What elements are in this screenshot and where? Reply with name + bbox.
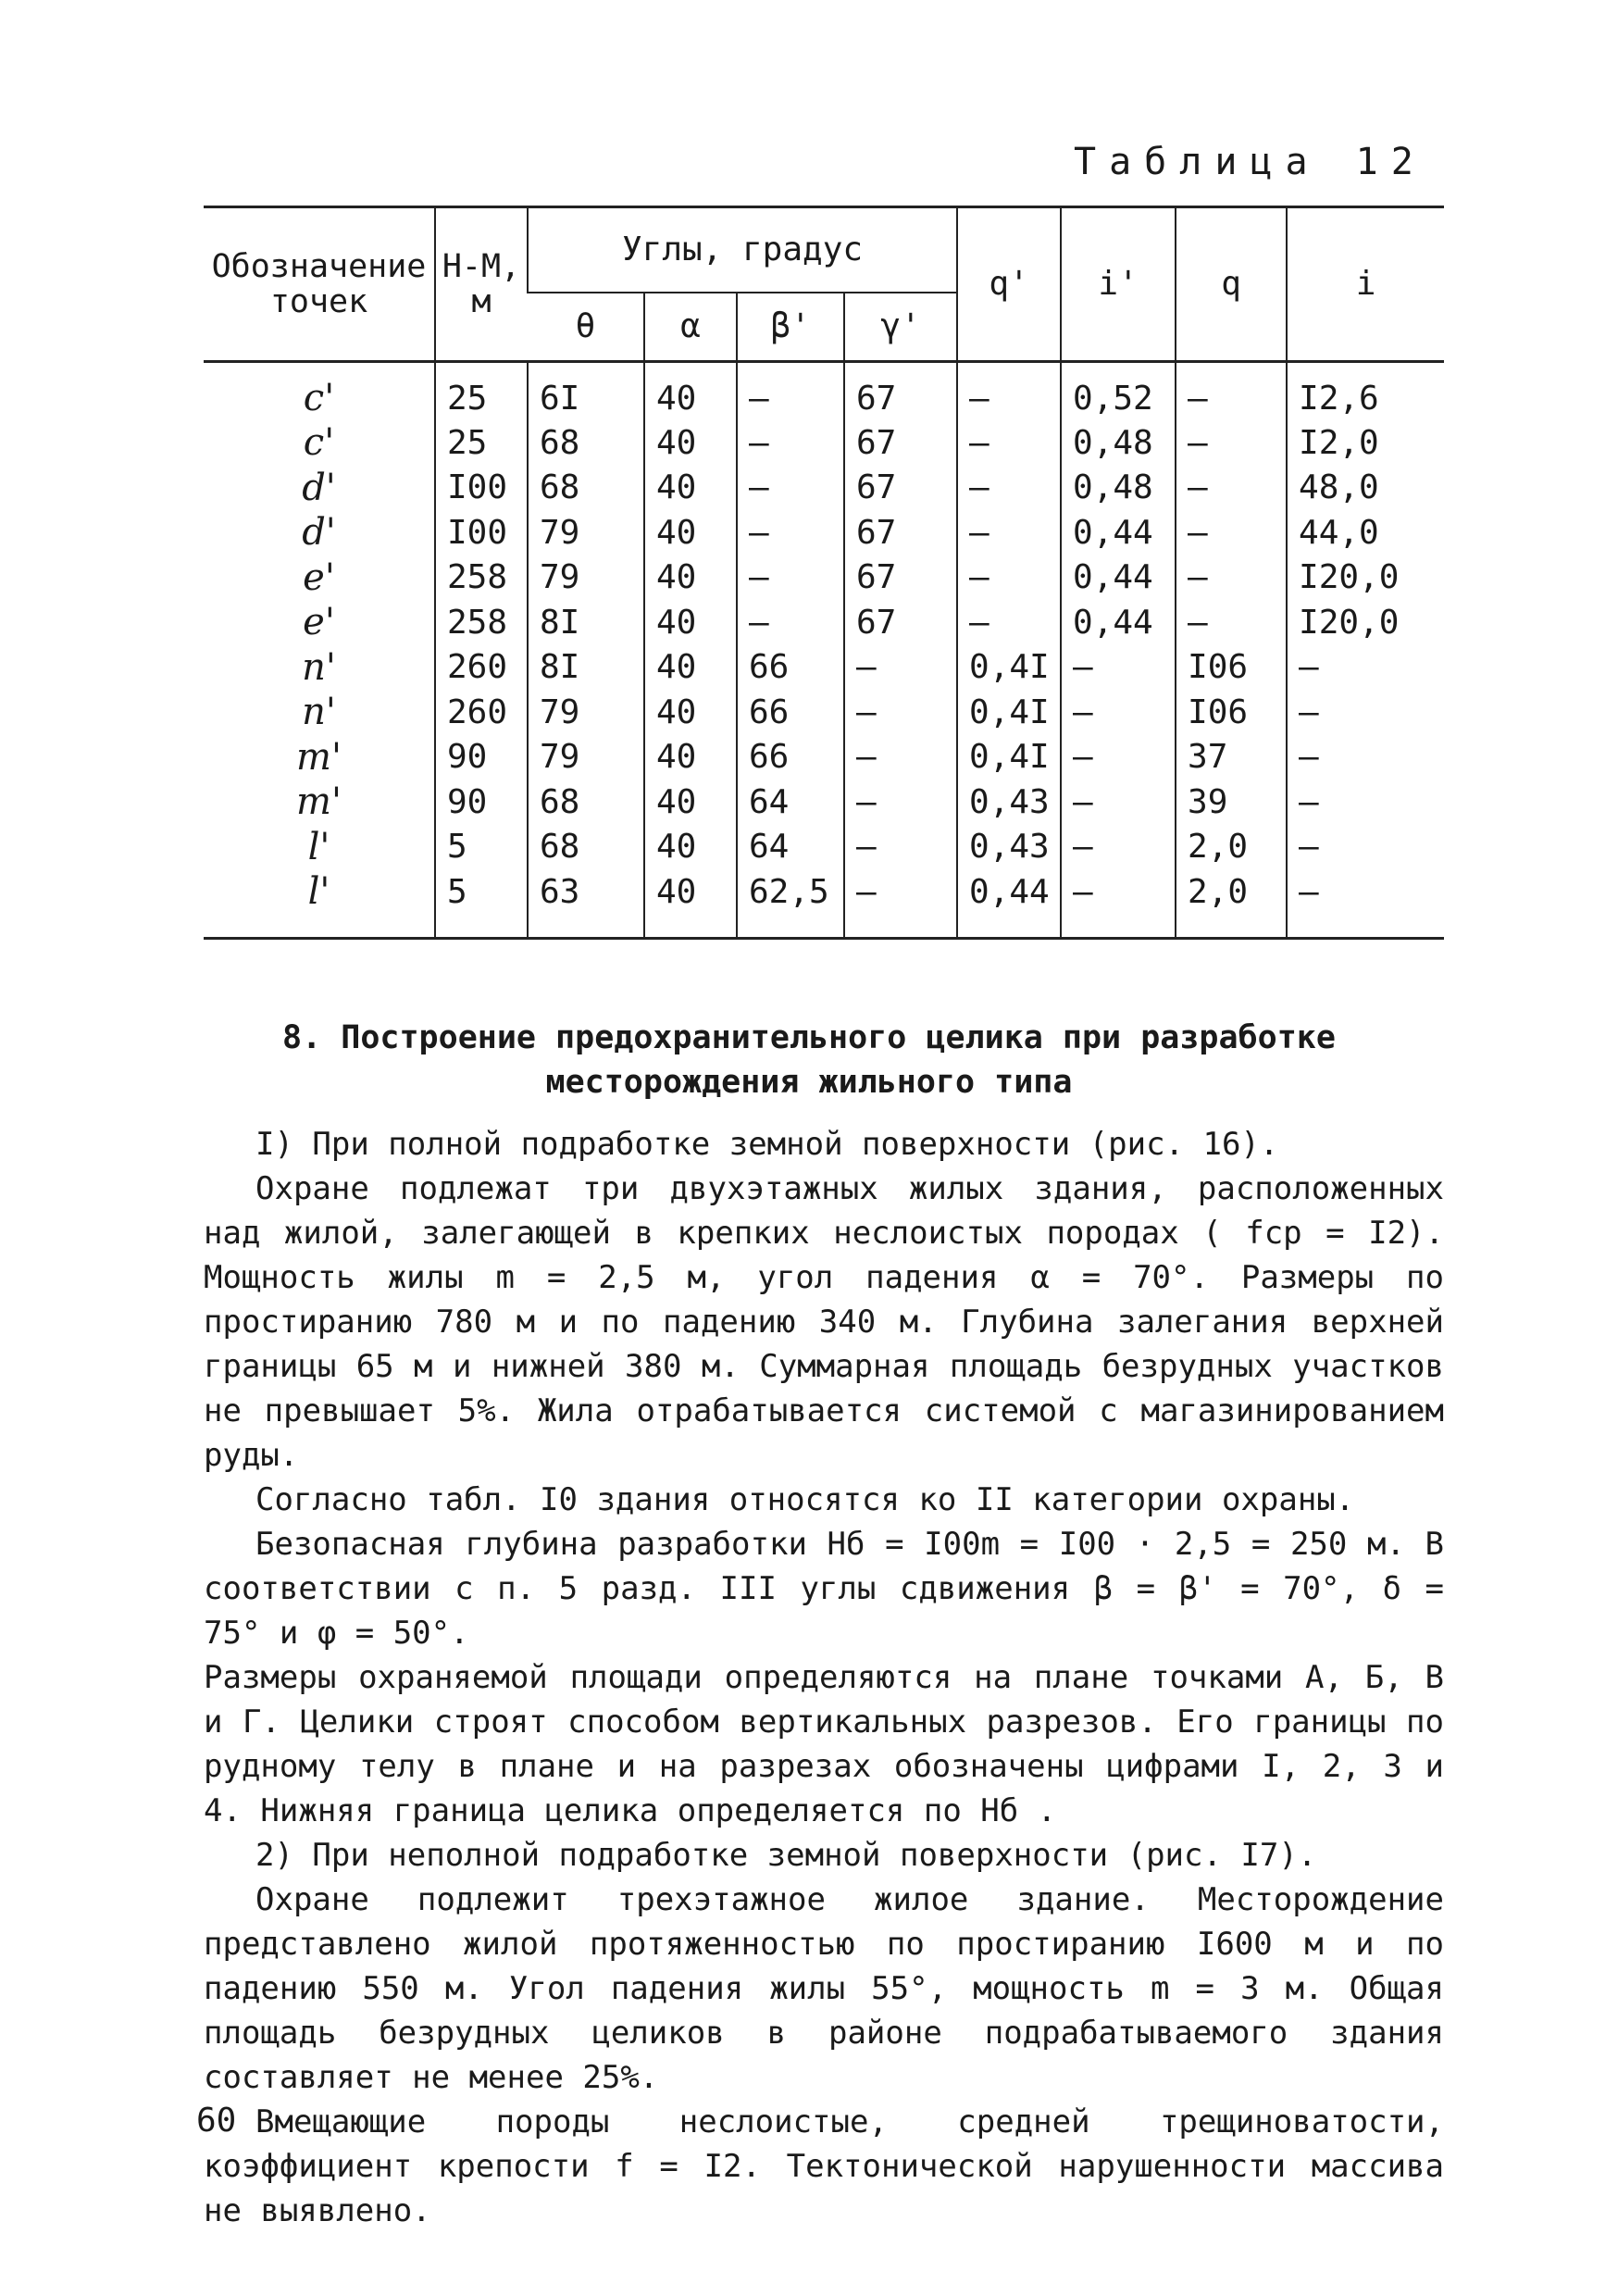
point-label: l' (307, 825, 330, 868)
table-cell: 68 (528, 420, 644, 466)
table-cell: 0,52 (1061, 362, 1176, 421)
table-cell: I2,0 (1287, 420, 1444, 466)
table-cell: 40 (644, 869, 737, 938)
table-cell: 67 (844, 600, 957, 645)
table-cell: 68 (528, 780, 644, 825)
table-cell: – (844, 735, 957, 780)
table-cell: 0,48 (1061, 420, 1176, 466)
table-cell: 25 (435, 362, 528, 421)
table-row (204, 690, 1444, 735)
point-label: d' (302, 466, 336, 509)
table-cell: 67 (844, 466, 957, 511)
table-cell: – (1061, 780, 1176, 825)
table-cell: 44,0 (1287, 510, 1444, 555)
table-cell: 90 (435, 780, 528, 825)
table-cell: 2,0 (1176, 869, 1287, 938)
table-cell: 64 (737, 825, 844, 870)
point-label: c' (303, 377, 335, 419)
header-gamma: γ' (844, 293, 957, 362)
table-cell: I00 (435, 510, 528, 555)
table-cell: 5 (435, 825, 528, 870)
table-cell: – (1287, 869, 1444, 938)
table-cell: – (1061, 690, 1176, 735)
table-cell: I06 (1176, 645, 1287, 691)
table-cell: 8I (528, 645, 644, 691)
table-row (204, 420, 1444, 466)
table-cell: – (957, 466, 1061, 511)
table-cell: – (1176, 420, 1287, 466)
table-cell: – (844, 869, 957, 938)
table-cell: – (1061, 645, 1176, 691)
table-cell: 79 (528, 690, 644, 735)
table-cell: 0,44 (957, 869, 1061, 938)
table-cell: – (1287, 825, 1444, 870)
table-cell: 63 (528, 869, 644, 938)
table-cell: I00 (435, 466, 528, 511)
table-cell: 40 (644, 555, 737, 601)
table-cell: 79 (528, 735, 644, 780)
table-cell: 40 (644, 645, 737, 691)
table-cell: 40 (644, 825, 737, 870)
table-cell: – (1287, 780, 1444, 825)
body-text (204, 1122, 1444, 2233)
header-i: i (1287, 207, 1444, 362)
table-cell: 0,44 (1061, 510, 1176, 555)
table-cell: 79 (528, 510, 644, 555)
table-cell: – (737, 555, 844, 601)
table-cell: 40 (644, 466, 737, 511)
paragraph: 2) При неполной подработке земной поверхности (рис. I7). (255, 1837, 1317, 1874)
table-cell: 40 (644, 362, 737, 421)
point-label: m' (296, 735, 342, 779)
table-cell: 39 (1176, 780, 1287, 825)
paragraph: Вмещающие породы неслоистые, средней трещиноватости, коэффициент крепости f = I2. Тектонической нарушенности массива не выявлено. (204, 2103, 1444, 2229)
table-cell: 0,43 (957, 825, 1061, 870)
table-cell: 0,44 (1061, 600, 1176, 645)
table-cell: – (1061, 869, 1176, 938)
table-cell: 37 (1176, 735, 1287, 780)
point-label: n' (302, 691, 336, 734)
table-cell: – (1287, 690, 1444, 735)
table-cell: 0,4I (957, 735, 1061, 780)
section-heading-line2: месторождения жильного типа (545, 1064, 1073, 1101)
header-beta: β' (737, 293, 844, 362)
table-cell: – (1176, 555, 1287, 601)
table-cell: – (1176, 510, 1287, 555)
table-cell: 40 (644, 690, 737, 735)
table-cell: 40 (644, 510, 737, 555)
table-cell: – (1287, 645, 1444, 691)
table-row (204, 869, 1444, 938)
table-row (204, 600, 1444, 645)
table-cell: – (737, 510, 844, 555)
table-cell: – (1176, 600, 1287, 645)
table-cell: 260 (435, 690, 528, 735)
table-cell: 25 (435, 420, 528, 466)
table-row (204, 780, 1444, 825)
table-cell: – (737, 466, 844, 511)
table-cell: I20,0 (1287, 600, 1444, 645)
table-row (204, 825, 1444, 870)
header-q-prime: q' (957, 207, 1061, 362)
table-cell: – (737, 362, 844, 421)
table-cell: 2,0 (1176, 825, 1287, 870)
point-label: e' (303, 555, 335, 599)
table-cell: 40 (644, 600, 737, 645)
table-cell: 67 (844, 420, 957, 466)
table-cell: I20,0 (1287, 555, 1444, 601)
table-cell: 258 (435, 600, 528, 645)
table-cell: – (1176, 362, 1287, 421)
table-row (204, 466, 1444, 511)
page-number: 60 (196, 2102, 237, 2140)
table-cell: 62,5 (737, 869, 844, 938)
table-row (204, 362, 1444, 421)
section-heading-line1: 8. Построение предохранительного целика при разработке (282, 1019, 1336, 1056)
table-cell: 0,43 (957, 780, 1061, 825)
table-cell: 260 (435, 645, 528, 691)
table-cell: 8I (528, 600, 644, 645)
table-row (204, 735, 1444, 780)
table-cell: – (1061, 735, 1176, 780)
table-cell: 66 (737, 735, 844, 780)
table-row (204, 555, 1444, 601)
table-cell: 67 (844, 510, 957, 555)
table-cell: 40 (644, 420, 737, 466)
table-cell: – (957, 362, 1061, 421)
paragraph: I) При полной подработке земной поверхности (рис. 16). (255, 1126, 1279, 1163)
table-cell: 0,4I (957, 645, 1061, 691)
point-label: e' (303, 601, 335, 644)
table-cell: 66 (737, 690, 844, 735)
table-cell: 67 (844, 555, 957, 601)
table-cell: – (957, 600, 1061, 645)
data-table (204, 206, 1444, 940)
table-caption: Таблица 12 (1074, 141, 1426, 183)
table-cell: 0,44 (1061, 555, 1176, 601)
table-cell: – (1176, 466, 1287, 511)
point-label: l' (204, 869, 435, 938)
table-cell: – (737, 600, 844, 645)
table-cell: 40 (644, 780, 737, 825)
header-i-prime: i' (1061, 207, 1176, 362)
point-label: m' (296, 780, 342, 824)
table-cell: – (957, 420, 1061, 466)
header-theta: θ (528, 293, 644, 362)
table-cell: 66 (737, 645, 844, 691)
table-cell: – (737, 420, 844, 466)
table-cell: 90 (435, 735, 528, 780)
table-cell: I2,6 (1287, 362, 1444, 421)
header-alpha: α (644, 293, 737, 362)
table-cell: 5 (435, 869, 528, 938)
paragraph: Охране подлежат три двухэтажных жилых здания, расположенных над жилой, залегающей в крепких неслоистых породах ( fср = I2). Мощность жилы m = 2,5 м, угол падения α = 70°. Размеры по простиранию 780 м и по падению 340 м. Глубина залегания верхней границы 65 м и нижней 380 м. Суммарная площадь безрудных участков не превышает 5%. Жила отрабатывается системой с магазинированием руды. (204, 1170, 1444, 1474)
table-cell: 67 (844, 362, 957, 421)
table-cell: 6I (528, 362, 644, 421)
header-q: q (1176, 207, 1287, 362)
table-cell: 0,4I (957, 690, 1061, 735)
header-points: Обозначение точек (204, 207, 435, 362)
header-angles: Углы, градус (528, 207, 957, 293)
point-label: c' (303, 421, 335, 465)
table-row (204, 510, 1444, 555)
table-cell: – (844, 825, 957, 870)
point-label: n' (302, 645, 336, 689)
table-row (204, 645, 1444, 691)
header-depth: Н-М, м (435, 207, 528, 362)
table-cell: – (844, 645, 957, 691)
paragraph: Размеры охраняемой площади определяются на плане точками А, Б, В и Г. Целики строят способом вертикальных разрезов. Его границы по рудному телу в плане и на разрезах обозначены цифрами I, 2, 3 и 4. Нижняя граница целика определяется по Hб . (204, 1659, 1444, 1829)
paragraph: Безопасная глубина разработки Hб = I00m = I00 · 2,5 = 250 м. В соответствии с п. 5 разд. III углы сдвижения β = β' = 70°, δ = 75° и φ = 50°. (204, 1526, 1444, 1652)
table-cell: 0,48 (1061, 466, 1176, 511)
table-cell: – (957, 555, 1061, 601)
table-cell: 64 (737, 780, 844, 825)
table-cell: – (844, 690, 957, 735)
point-label: d' (302, 511, 336, 555)
table-cell: – (844, 780, 957, 825)
table-cell: – (957, 510, 1061, 555)
table-cell: – (1287, 735, 1444, 780)
table-cell: 48,0 (1287, 466, 1444, 511)
table-cell: 258 (435, 555, 528, 601)
table-cell: 79 (528, 555, 644, 601)
paragraph: Согласно табл. I0 здания относятся ко II категории охраны. (255, 1481, 1355, 1518)
table-cell: – (1061, 825, 1176, 870)
table-cell: 40 (644, 735, 737, 780)
table-cell: 68 (528, 466, 644, 511)
table-cell: 68 (528, 825, 644, 870)
table-cell: I06 (1176, 690, 1287, 735)
paragraph: Охране подлежит трехэтажное жилое здание. Месторождение представлено жилой протяженностью по простиранию I600 м и по падению 550 м. Угол падения жилы 55°, мощность m = 3 м. Общая площадь безрудных целиков в районе подрабатываемого здания составляет не менее 25%. (204, 1881, 1444, 2096)
